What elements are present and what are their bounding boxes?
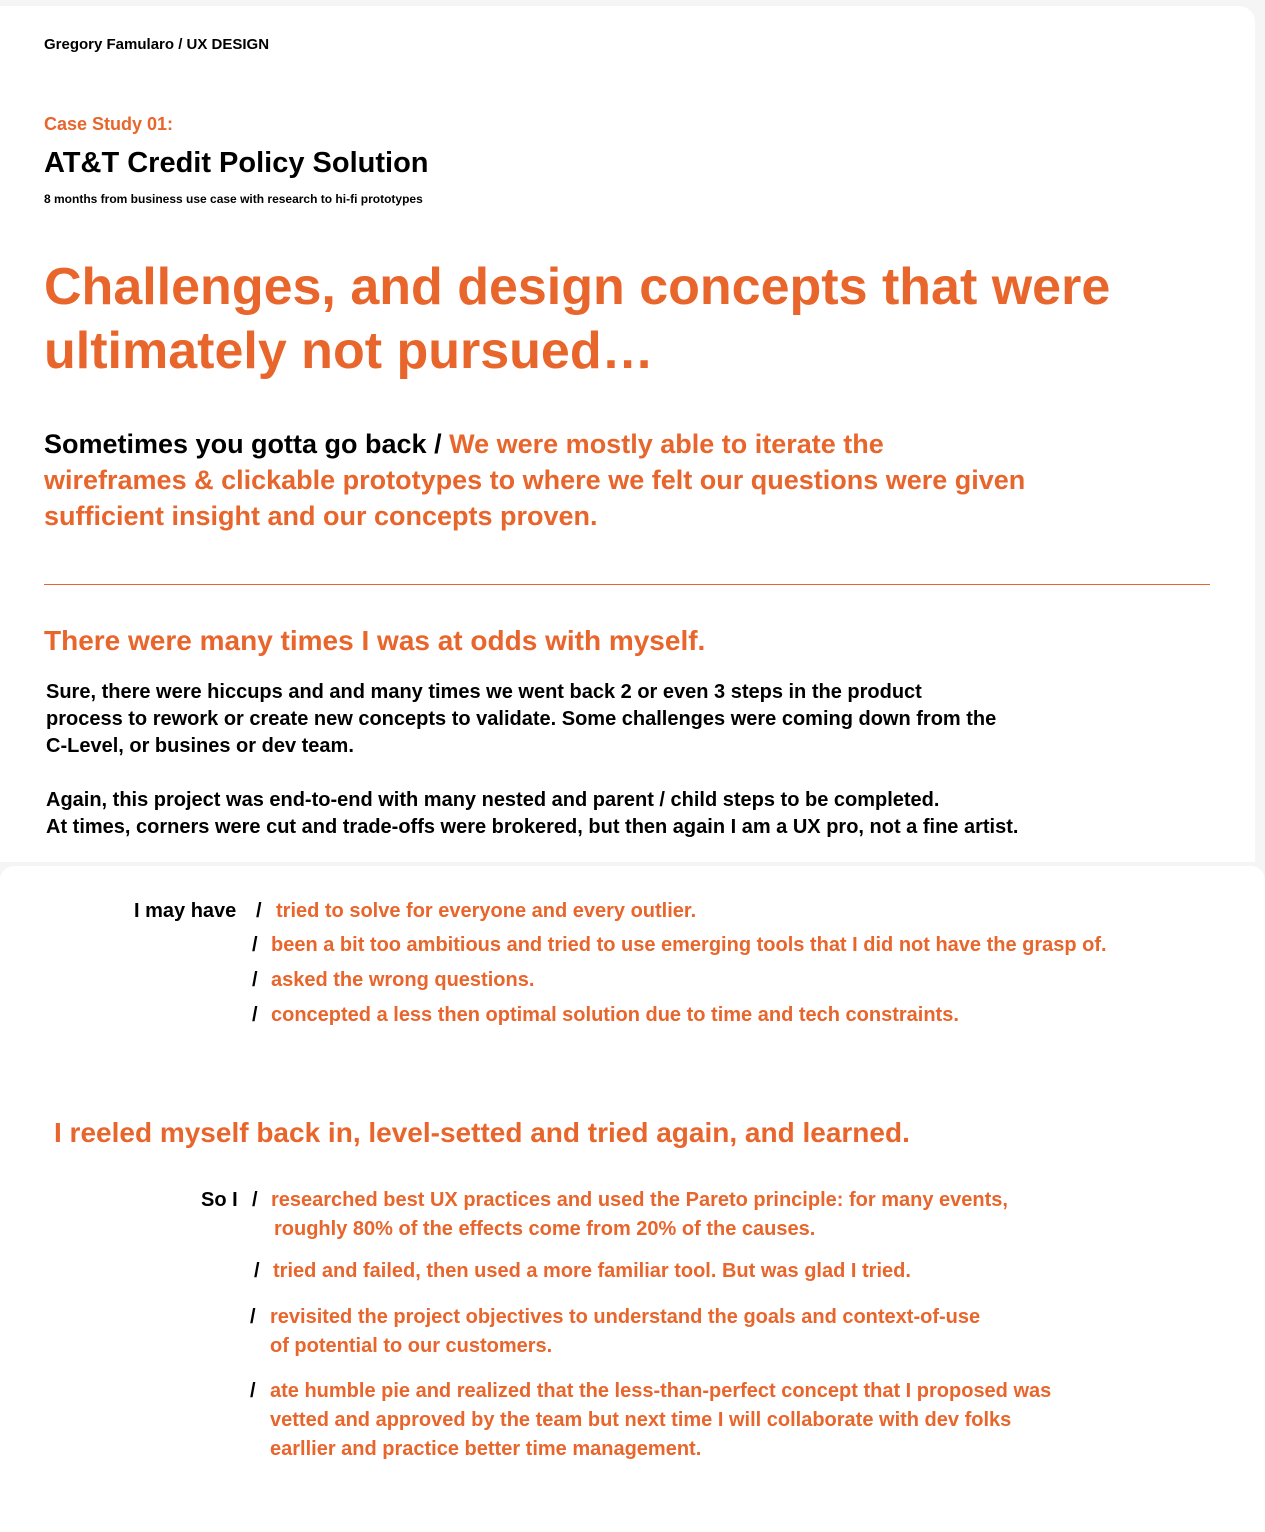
item-line: of potential to our customers. — [270, 1335, 553, 1357]
intro-separator: / — [434, 429, 442, 459]
may-have-item: concepted a less then optimal solution due to time and tech constraints. — [271, 1004, 959, 1026]
may-have-item: been a bit too ambitious and tried to use emerging tools that I did not have the grasp of. — [271, 934, 1107, 956]
intro-lead: Sometimes you gotta go back — [44, 429, 427, 459]
slash-separator: / — [256, 900, 262, 922]
page-headline — [44, 255, 1204, 383]
may-have-label: I may have — [134, 900, 237, 922]
slash-separator: / — [252, 934, 258, 956]
slash-separator: / — [252, 1189, 258, 1211]
case-study-title: AT&T Credit Policy Solution — [44, 147, 429, 179]
section-divider — [44, 584, 1210, 585]
intro-paragraph — [44, 426, 1144, 534]
intro-body-2: wireframes & clickable prototypes to where we felt our questions were given — [44, 465, 1026, 495]
headline-line-1: Challenges, and design concepts that were — [44, 258, 1111, 316]
odds-paragraph-1 — [46, 679, 996, 760]
may-have-item: tried to solve for everyone and every outlier. — [276, 900, 697, 922]
so-i-item — [273, 1257, 911, 1286]
slash-separator: / — [250, 1306, 256, 1328]
odds-heading: There were many times I was at odds with myself. — [44, 625, 706, 656]
paragraph-line: Again, this project was end-to-end with many nested and parent / child steps to be completed. — [46, 789, 940, 811]
brand-name: Gregory Famularo / UX DESIGN — [44, 36, 270, 53]
paragraph-line: At times, corners were cut and trade-offs were brokered, but then again I am a UX pro, not a fine artist. — [46, 816, 1019, 838]
slash-separator: / — [252, 969, 258, 991]
so-i-item — [270, 1377, 1051, 1464]
paragraph-line: C-Level, or busines or dev team. — [46, 735, 354, 757]
may-have-item: asked the wrong questions. — [271, 969, 535, 991]
so-i-label: So I — [201, 1189, 238, 1211]
item-line: researched best UX practices and used the Pareto principle: for many events, — [271, 1189, 1008, 1211]
headline-line-2: ultimately not pursued… — [44, 322, 654, 380]
odds-paragraph-2 — [46, 787, 1018, 841]
intro-body-1: We were mostly able to iterate the — [449, 429, 884, 459]
intro-body-3: sufficient insight and our concepts proven. — [44, 501, 598, 531]
slash-separator: / — [254, 1260, 260, 1282]
slash-separator: / — [252, 1004, 258, 1026]
paragraph-line: process to rework or create new concepts to validate. Some challenges were coming down from the — [46, 708, 997, 730]
item-line: ate humble pie and realized that the less-than-perfect concept that I proposed was — [270, 1380, 1052, 1402]
so-i-item — [271, 1186, 1008, 1244]
item-line: revisited the project objectives to understand the goals and context-of-use — [270, 1306, 981, 1328]
reeled-heading: I reeled myself back in, level-setted and tried again, and learned. — [54, 1117, 910, 1148]
so-i-item — [270, 1303, 980, 1361]
case-study-subtitle: 8 months from business use case with research to hi-fi prototypes — [44, 192, 423, 206]
paragraph-line: Sure, there were hiccups and and many times we went back 2 or even 3 steps in the product — [46, 681, 922, 703]
item-line: tried and failed, then used a more familiar tool. But was glad I tried. — [273, 1260, 911, 1282]
item-line: earllier and practice better time management. — [270, 1438, 702, 1460]
item-line: vetted and approved by the team but next time I will collaborate with dev folks — [270, 1409, 1012, 1431]
case-study-label: Case Study 01: — [44, 114, 174, 134]
slash-separator: / — [250, 1380, 256, 1402]
item-line: roughly 80% of the effects come from 20% of the causes. — [274, 1218, 816, 1240]
